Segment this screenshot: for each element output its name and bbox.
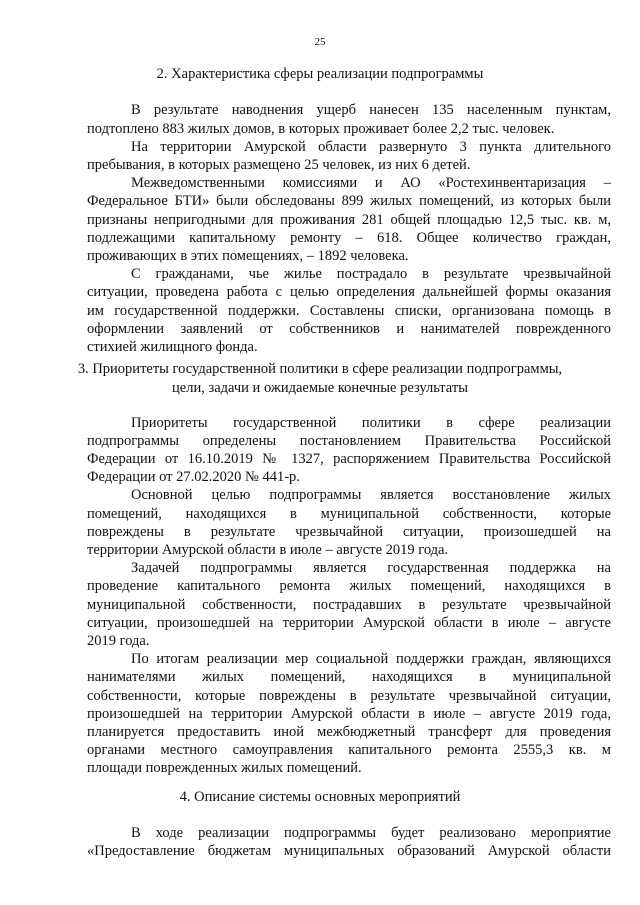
paragraph-line: территории Амурской области в июле – августе 2019 года. xyxy=(87,542,449,558)
paragraph-line: им государственной поддержки. Составлены списки, организована помощь в xyxy=(87,303,611,319)
paragraph-line: С гражданами, чье жилье пострадало в результате чрезвычайной xyxy=(131,266,611,282)
paragraph-line: пребывания, в которых размещено 25 человек, из них 6 детей. xyxy=(87,157,471,173)
paragraph-line: помещений, находящихся в муниципальной собственности, которые xyxy=(87,506,611,522)
section-2-heading-text: 2. Характеристика сферы реализации подпрограммы xyxy=(156,66,484,82)
paragraph-line: Межведомственными комиссиями и АО «Ростехинвентаризация – xyxy=(131,175,611,191)
paragraph-line: подлежащими капитальному ремонту – 618. Общее количество граждан, xyxy=(87,230,611,246)
paragraph-line: признаны непригодными для проживания 281 общей площадью 12,5 тыс. кв. м, xyxy=(87,212,611,228)
section-4-heading-text: 4. Описание системы основных мероприятий xyxy=(179,789,461,805)
paragraph-line: стихией жилищного фонда. xyxy=(87,339,258,355)
paragraph-line: повреждены в результате чрезвычайной ситуации, произошедшей на xyxy=(87,524,611,540)
section-4-heading xyxy=(0,788,640,807)
paragraph-line: подтоплено 883 жилых домов, в которых проживает более 2,2 тыс. человек. xyxy=(87,121,555,137)
section-3-heading-line-1: 3. Приоритеты государственной политики в сфере реализации подпрограммы, xyxy=(77,361,563,377)
section-3-heading xyxy=(0,360,640,398)
paragraph-line: органами местного самоуправления капитального ремонта 2555,3 кв. м xyxy=(87,742,611,758)
paragraph-line: Основной целью подпрограммы является восстановление жилых xyxy=(131,487,611,503)
page-number: 25 xyxy=(314,36,326,48)
paragraph-line: проживающих в этих помещениях, – 1892 человека. xyxy=(87,248,409,264)
paragraph-line: собственности, которые повреждены в результате чрезвычайной ситуации, xyxy=(87,688,611,704)
paragraph-line: площади поврежденных жилых помещений. xyxy=(87,760,362,776)
paragraph-line: планируется предоставить иной межбюджетный трансферт для проведения xyxy=(87,724,611,740)
paragraph-line: Задачей подпрограммы является государственная поддержка на xyxy=(131,560,611,576)
paragraph-line: Приоритеты государственной политики в сфере реализации xyxy=(131,415,611,431)
paragraph-line: проведение капитального ремонта жилых помещений, находящихся в xyxy=(87,578,611,594)
paragraph-line: В результате наводнения ущерб нанесен 135 населенным пунктам, xyxy=(131,102,611,118)
paragraph-line: Федерации от 27.02.2020 № 441-р. xyxy=(87,469,300,485)
paragraph-line: 2019 года. xyxy=(87,633,150,649)
paragraph-line: ситуации, проведена работа с целью определения дальнейшей формы оказания xyxy=(87,284,611,300)
paragraph-line: произошедшей на территории Амурской области в июле – августе 2019 года, xyxy=(87,706,611,722)
paragraph-line: Федерации от 16.10.2019 № 1327, распоряжением Правительства Российской xyxy=(87,451,611,467)
paragraph-line: «Предоставление бюджетам муниципальных образований Амурской области xyxy=(87,843,611,859)
section-3-heading-line-2: цели, задачи и ожидаемые конечные результаты xyxy=(172,380,468,396)
paragraph-line: нанимателями жилых помещений, находящихся в муниципальной xyxy=(87,669,611,685)
paragraph-line: муниципальной собственности, пострадавших в результате чрезвычайной xyxy=(87,597,611,613)
paragraph-line: Федеральное БТИ» были обследованы 899 жилых помещений, из которых были xyxy=(87,193,611,209)
paragraph-line: В ходе реализации подпрограммы будет реализовано мероприятие xyxy=(131,825,611,841)
paragraph-line: подпрограммы определены постановлением Правительства Российской xyxy=(87,433,611,449)
paragraph-line: ситуации, произошедшей на территории Амурской области в июле – августе xyxy=(87,615,611,631)
section-2-heading xyxy=(0,65,640,84)
paragraph-line: На территории Амурской области развернуто 3 пункта длительного xyxy=(131,139,611,155)
paragraph-line: оформлении заявлений от собственников и нанимателей поврежденного xyxy=(87,321,611,337)
paragraph-line: По итогам реализации мер социальной поддержки граждан, являющихся xyxy=(131,651,611,667)
